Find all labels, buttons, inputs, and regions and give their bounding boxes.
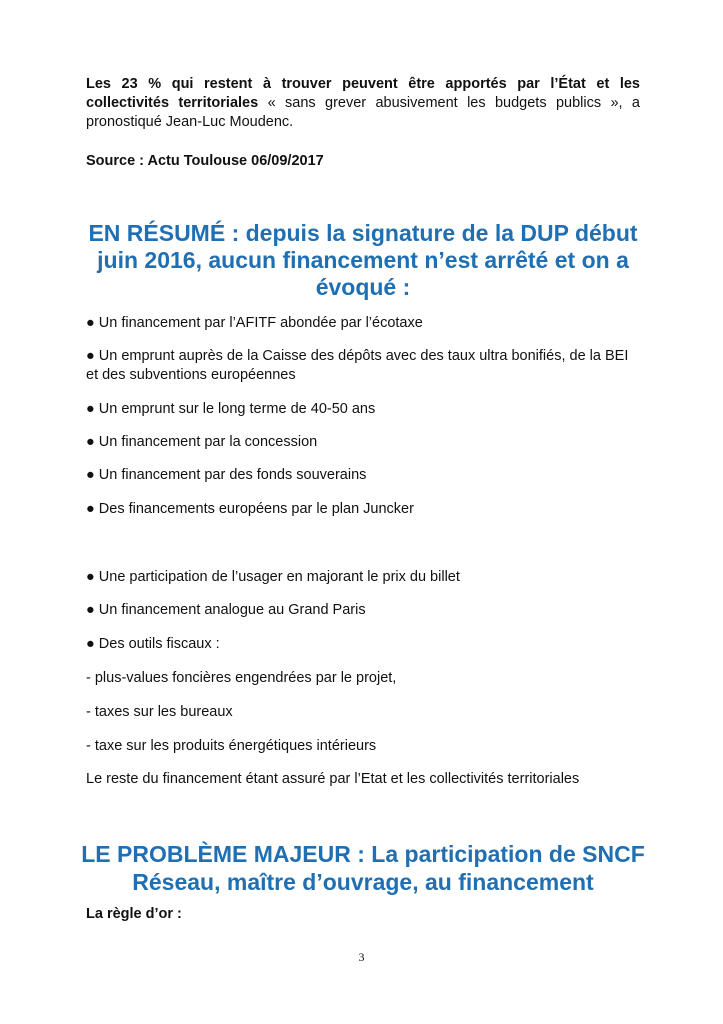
list-item-emprunt-long-terme: ● Un emprunt sur le long terme de 40-50 ans <box>86 401 376 417</box>
list-item-taxe-energie: - taxe sur les produits énergétiques intérieurs <box>86 738 377 754</box>
list-item-plan-juncker: ● Des financements européens par le plan Juncker <box>86 501 414 517</box>
list-item-afitf: ● Un financement par l’AFITF abondée par l’écotaxe <box>86 315 423 331</box>
page-number: 3 <box>358 950 365 964</box>
list-item-fonds-souverains: ● Un financement par des fonds souverains <box>86 467 367 483</box>
list-item-emprunt-caisse: ● Un emprunt auprès de la Caisse des dépôts avec des taux ultra bonifiés, de la BEI et des subventions européennes <box>86 348 629 383</box>
list-item-taxes-bureaux: - taxes sur les bureaux <box>86 704 233 720</box>
intro-paragraph <box>86 75 640 132</box>
source-line: Source : Actu Toulouse 06/09/2017 <box>86 153 324 169</box>
list-item-usager: ● Une participation de l’usager en majorant le prix du billet <box>86 569 460 585</box>
list-item-concession: ● Un financement par la concession <box>86 434 318 450</box>
regle-label: La règle d’or : <box>86 906 182 922</box>
list-item-reste-financement: Le reste du financement étant assuré par l’Etat et les collectivités territoriales <box>86 771 580 787</box>
list-item-plus-values: - plus-values foncières engendrées par le projet, <box>86 670 397 686</box>
intro-lead: Les 23 % qui restent à trouver peuvent être apportés par l’État et les collectivités territoriales <box>86 76 640 111</box>
heading-probleme: LE PROBLÈME MAJEUR : La participation de SNCF Réseau, maître d’ouvrage, au financement <box>81 841 645 895</box>
list-item-outils-fiscaux: ● Des outils fiscaux : <box>86 636 220 652</box>
intro-rest: « sans grever abusivement les budgets publics », a pronostiqué Jean-Luc Moudenc. <box>86 95 641 130</box>
list-item-grand-paris: ● Un financement analogue au Grand Paris <box>86 602 366 618</box>
heading-resume: EN RÉSUMÉ : depuis la signature de la DUP début juin 2016, aucun financement n’est arrêté et on a évoqué : <box>88 220 638 300</box>
